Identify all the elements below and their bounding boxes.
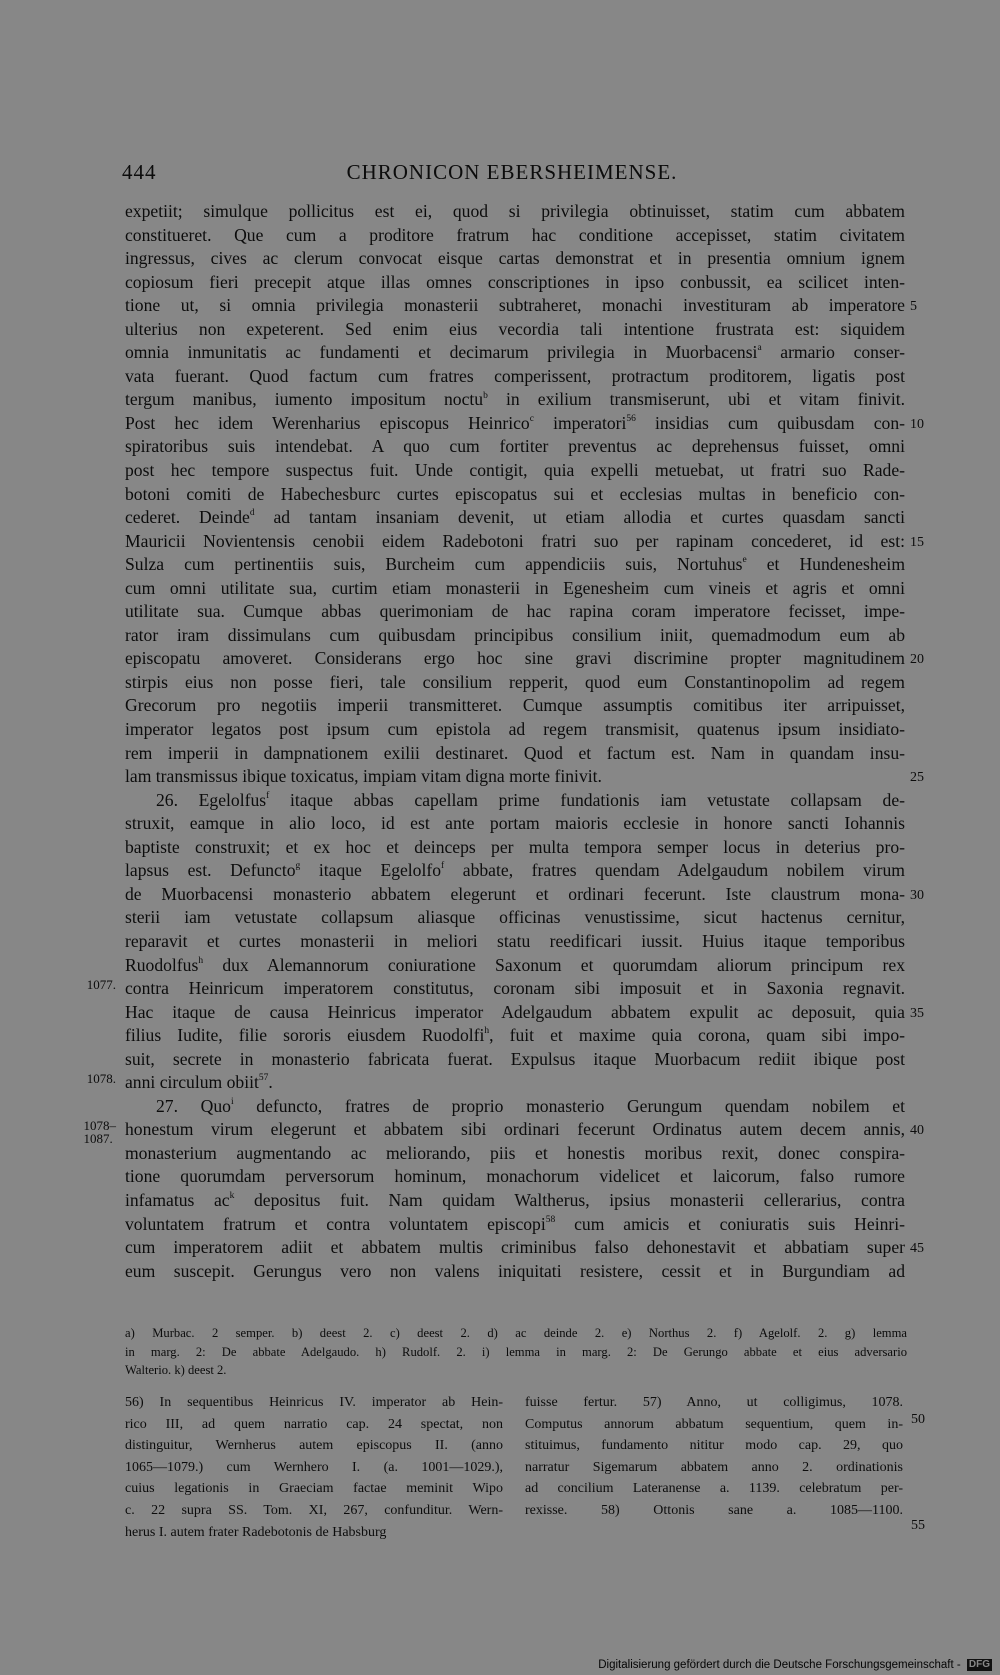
text-segment: botoni comiti de Habechesburc curtes episcopatus sui et ecclesias multas in beneficio con- xyxy=(125,483,905,504)
commentary-line: narratur Sigemarum abbatem anno 2. ordinationis xyxy=(525,1459,903,1475)
text-segment: struxit, eamque in alio loco, id est ante portam maioris ecclesie in honore sancti Iohannis xyxy=(125,813,905,834)
line-number: 30 xyxy=(910,887,924,903)
footnote-marker: h xyxy=(198,955,204,966)
text-line-content xyxy=(125,766,602,786)
text-line xyxy=(125,954,905,978)
text-segment: tione quorumdam perversorum hominum, monachorum videlicet et laicorum, falso rumore xyxy=(125,1166,905,1187)
text-line xyxy=(125,318,905,342)
text-line xyxy=(125,836,905,860)
text-line-content xyxy=(125,1190,905,1210)
margin-year xyxy=(84,1119,117,1145)
text-segment: constitueret. Que cum a proditore fratrum hac conditione accepisset, statim civitatem xyxy=(125,224,905,245)
text-line xyxy=(125,765,924,789)
text-line xyxy=(86,1071,905,1095)
text-segment: Hac itaque de causa Heinricus imperator Adelgaudum abbatem expulit ac deposuit, quia xyxy=(125,1001,905,1022)
text-segment: . xyxy=(268,1072,273,1093)
text-segment: stirpis eius non posse fieri, tale consilium repperit, quod eum Constantinopolim ad regem xyxy=(125,671,905,692)
text-segment: lapsus est. Defuncto xyxy=(125,860,296,881)
text-line-content xyxy=(125,625,905,645)
page-number: 444 xyxy=(122,160,157,184)
text-line-content xyxy=(125,295,905,315)
text-line-content xyxy=(125,884,905,904)
commentary-line: c. 22 supra SS. Tom. XI, 267, confunditur. Wern- xyxy=(125,1502,503,1518)
text-line-content xyxy=(125,1049,905,1069)
text-line-content xyxy=(125,837,905,857)
text-segment: omnia inmunitatis ac fundamenti et decimarum privilegia in Muorbacensi xyxy=(125,342,758,363)
text-segment: Post hec idem Werenharius episcopus Heinrico xyxy=(125,412,530,433)
commentary-line: 1065—1079.) cum Wernhero I. (a. 1001—1029.), xyxy=(125,1459,503,1475)
text-line-content xyxy=(125,743,905,763)
commentary-line: cuius legationis in Graeciam factae meminit Wipo xyxy=(125,1481,503,1497)
commentary-line: fuisse fertur. 57) Anno, ut colligimus, 1078. xyxy=(525,1395,903,1410)
apparatus-line: a) Murbac. 2 semper. b) deest 2. c) deest 2. d) ac deinde 2. e) Northus 2. f) Agelolf. 2. g) lemma xyxy=(125,1326,907,1340)
text-line xyxy=(125,577,905,601)
text-line xyxy=(125,1142,905,1166)
text-line-content xyxy=(125,978,905,998)
text-line xyxy=(125,341,905,365)
line-number: 40 xyxy=(910,1123,924,1139)
text-segment: ulterius non expeterent. Sed enim eius vecordia tali intentione frustrata est: siquidem xyxy=(125,318,905,339)
text-segment: filius Iudite, filie sororis eiusdem Ruodolfi xyxy=(125,1025,485,1046)
text-line-content xyxy=(125,554,905,574)
text-line xyxy=(125,200,905,224)
text-segment: itaque abbas capellam prime fundationis iam vetustate collapsam de- xyxy=(269,789,905,810)
running-title: CHRONICON EBERSHEIMENSE. xyxy=(346,160,678,184)
text-segment: defuncto, fratres de proprio monasterio Gerungum quendam nobilem et xyxy=(233,1095,905,1116)
text-line xyxy=(125,812,905,836)
text-line-content xyxy=(125,272,905,292)
footnote-marker: g xyxy=(295,861,301,872)
text-line-content xyxy=(125,955,905,975)
text-segment: cederet. Deinde xyxy=(125,507,250,528)
text-segment: rem imperii in dampnationem exilii destinaret. Quod et factum est. Nam in quandam insu- xyxy=(125,742,905,763)
text-line xyxy=(125,1001,924,1025)
text-line-content xyxy=(125,460,905,480)
footnote-marker: 58 xyxy=(545,1214,556,1225)
text-line-content xyxy=(156,790,905,810)
text-segment: insidias cum quibusdam con- xyxy=(635,412,905,433)
footnote-marker: b xyxy=(483,390,488,401)
text-line xyxy=(125,1260,905,1284)
text-line-content xyxy=(125,601,905,621)
footnote-marker: f xyxy=(266,790,270,801)
margin-year xyxy=(87,1072,116,1085)
text-line xyxy=(86,977,905,1001)
text-segment: lam transmissus ibique toxicatus, impiam vitam digna morte finivit. xyxy=(125,766,602,787)
text-segment: utilitate sua. Cumque abbas querimoniam de hac rapina coram imperatore fecisset, impe- xyxy=(125,601,905,622)
text-line-content xyxy=(125,1166,905,1186)
text-segment: Mauricii Novientensis cenobii eidem Radebotoni fratri suo per rapinam concederet, id est: xyxy=(125,530,905,551)
margin-year-text: 1078. xyxy=(86,1071,116,1087)
text-segment: abbate, fratres quendam Adelgaudum nobilem virum xyxy=(444,860,905,881)
text-line-content xyxy=(125,1072,273,1092)
text-line xyxy=(125,435,905,459)
text-line xyxy=(125,930,905,954)
line-number: 35 xyxy=(910,1005,924,1021)
margin-year-text: 1078– xyxy=(83,1118,116,1134)
text-line-content xyxy=(125,201,905,221)
text-line xyxy=(125,365,905,389)
text-segment: vata fuerant. Quod factum cum fratres comperissent, protractum proditorem, ligatis post xyxy=(125,365,905,386)
text-line-content xyxy=(125,1214,905,1234)
text-segment: et Hundenesheim xyxy=(746,554,906,575)
text-line-content xyxy=(125,719,905,739)
text-segment: cum omni utilitate sua, curtim etiam monasterii in Egenesheim cum vineis et agris et omni xyxy=(125,577,905,598)
critical-apparatus xyxy=(125,1324,907,1380)
commentary-right-column xyxy=(525,1392,903,1522)
text-line xyxy=(125,483,905,507)
footnote-marker: 56 xyxy=(626,414,636,425)
text-segment: anni circulum obiit xyxy=(125,1072,259,1093)
text-segment: copiosum fieri precepit atque illas omnes conscriptiones in ipso conbussit, ea scilicet inten- xyxy=(125,271,905,292)
commentary-line: rico III, ad quem narratio cap. 24 spectat, non xyxy=(125,1416,503,1432)
text-segment: honestum virum elegerunt et abbatem sibi ordinari fecerunt Ordinatus autem decem annis, xyxy=(125,1119,905,1140)
text-segment: , fuit et maxime quia corona, quam sibi impo- xyxy=(489,1025,905,1046)
text-line xyxy=(125,1048,905,1072)
text-line-content xyxy=(125,531,905,551)
text-line xyxy=(125,1165,905,1189)
commentary-line: stituimus, fundamento nititur modo cap. 29, quo xyxy=(525,1438,903,1454)
text-segment: imperatori xyxy=(533,412,627,433)
text-segment: baptiste construxit; et ex hoc et deinceps per multa tempora semper locus in deterius pro- xyxy=(125,836,905,857)
commentary-line: Computus annorum abbatum sequentium, quem in- xyxy=(525,1416,903,1432)
line-number: 45 xyxy=(910,1241,924,1257)
dfg-logo: DFG xyxy=(968,1658,990,1670)
footnote-marker: 57 xyxy=(258,1073,269,1084)
apparatus-line: in marg. 2: De abbate Adelgaudo. h) Rudolf. 2. i) lemma in marg. 2: De Gerungo abbate et eius adversario xyxy=(125,1344,907,1359)
footnote-marker: h xyxy=(484,1026,490,1037)
margin-year-text: 1077. xyxy=(86,977,116,993)
text-line xyxy=(125,694,905,718)
text-line xyxy=(125,600,905,624)
text-line xyxy=(83,1118,924,1147)
commentary-line-number: 55 xyxy=(911,1518,925,1533)
text-line xyxy=(125,624,905,648)
text-line xyxy=(125,671,905,695)
text-line xyxy=(125,247,905,271)
text-line-content xyxy=(125,319,905,339)
text-segment: rator iram dissimulans cum quibusdam principibus consilium iniit, quemadmodum eum ab xyxy=(125,624,905,645)
text-line-content xyxy=(125,931,905,951)
commentary-line-number: 50 xyxy=(911,1412,925,1427)
commentary-line: rexisse. 58) Ottonis sane a. 1085—1100. xyxy=(525,1502,903,1518)
text-line-content xyxy=(125,1237,905,1257)
text-segment: 27. Quo xyxy=(156,1095,231,1116)
text-line-content xyxy=(125,672,905,692)
text-segment: in exilium transmiserunt, ubi et vitam finivit. xyxy=(487,389,905,410)
text-segment: monasterium augmentando ac meliorando, piis et honestis moribus rexit, donec conspira- xyxy=(125,1142,905,1163)
footnote-marker: d xyxy=(249,508,255,519)
text-line xyxy=(125,294,917,318)
commentary-line: herus I. autem frater Radebotonis de Habsburg xyxy=(125,1524,387,1540)
footnote-marker: i xyxy=(230,1096,234,1107)
footnote-marker: f xyxy=(441,861,445,872)
footnote-marker: a xyxy=(757,343,762,354)
line-number: 5 xyxy=(910,299,917,315)
text-segment: ad tantam insaniam devenit, ut etiam allodia et curtes quasdam sancti xyxy=(254,507,905,528)
margin-year-text: 1087. xyxy=(83,1131,113,1147)
text-line-content xyxy=(125,578,905,598)
text-line xyxy=(125,1095,905,1119)
text-segment: expetiit; simulque pollicitus est ei, quod si privilegia obtinuisset, statim cum abbatem xyxy=(125,201,905,221)
footnote-marker: c xyxy=(529,414,534,425)
text-segment: armario conser- xyxy=(761,342,905,363)
commentary-line: 56) In sequentibus Heinricus IV. imperator ab Hein- xyxy=(125,1395,503,1410)
text-line-content xyxy=(125,695,905,715)
text-segment: imperator legatos post ipsum cum epistola ad regem transmisit, quatenus ipsum insidiato- xyxy=(125,719,905,740)
text-segment: Sulza cum pertinentiis suis, Burcheim cum appendiciis suis, Nortuhus xyxy=(125,554,743,575)
text-line-content xyxy=(125,366,905,386)
text-segment: Ruodolfus xyxy=(125,954,199,975)
footer xyxy=(598,1659,992,1671)
text-line-content xyxy=(125,225,905,245)
text-line xyxy=(125,906,905,930)
text-line xyxy=(125,883,924,907)
margin-year xyxy=(87,978,116,991)
text-line xyxy=(125,742,905,766)
commentary-line: distinguitur, Wernherus autem episcopus II. (anno xyxy=(125,1438,503,1454)
commentary-line: ad concilium Lateranense a. 1139. celebratum per- xyxy=(525,1481,903,1497)
text-line-content xyxy=(125,1119,905,1139)
text-line-content xyxy=(125,1002,905,1022)
text-line xyxy=(125,412,924,436)
text-line xyxy=(125,647,924,671)
text-line-content xyxy=(125,436,905,456)
text-line-content xyxy=(125,813,905,833)
text-segment: voluntatem fratrum et contra voluntatem episcopi xyxy=(125,1213,546,1234)
text-line-content xyxy=(125,248,905,268)
text-segment: suit, secrete in monasterio fabricata fuerat. Expulsus itaque Muorbacum rediit ibique post xyxy=(125,1048,905,1069)
text-line xyxy=(125,1213,905,1237)
line-number: 15 xyxy=(910,534,924,550)
text-segment: post hec tempore suspectus fuit. Unde contigit, quia expelli metuebat, ut fratri suo Rade- xyxy=(125,460,905,481)
line-number: 20 xyxy=(910,652,924,668)
main-text xyxy=(83,200,924,1283)
text-line-content xyxy=(125,1025,905,1045)
footnote-marker: k xyxy=(229,1191,235,1202)
text-segment: 26. Egelolfus xyxy=(156,789,267,810)
text-line-content xyxy=(125,1261,905,1281)
text-segment: ingressus, cives ac clerum convocat eisque cartas demonstrat et in presentia omnium ignem xyxy=(125,248,905,269)
text-line xyxy=(125,530,924,554)
text-line xyxy=(125,506,905,530)
text-segment: depositus fuit. Nam quidam Waltherus, ipsius monasterii cellerarius, contra xyxy=(234,1189,905,1210)
text-segment: dux Alemannorum coniuratione Saxonum et quorumdam aliorum principum rex xyxy=(203,954,905,975)
text-line xyxy=(125,271,905,295)
line-number: 10 xyxy=(910,416,924,432)
footer-text: Digitalisierung gefördert durch die Deutsche Forschungsgemeinschaft xyxy=(598,1659,954,1671)
separator: - xyxy=(956,1659,964,1671)
text-line-content xyxy=(125,860,905,880)
line-number: 25 xyxy=(910,770,924,786)
text-segment: contra Heinricum imperatorem constitutus, coronam sibi imposuit et in Saxonia regnavit. xyxy=(125,978,905,999)
text-line xyxy=(125,459,905,483)
text-line-content xyxy=(125,907,905,927)
text-segment: tergum manibus, iumento impositum noctu xyxy=(125,389,484,410)
text-segment: cum amicis et coniuratis suis Heinri- xyxy=(555,1213,905,1234)
text-segment: cum imperatorem adiit et abbatem multis criminibus falso dehonestavit et abbatiam super xyxy=(125,1237,905,1258)
text-line-content xyxy=(125,413,905,433)
text-line-content xyxy=(125,507,905,527)
text-line-content xyxy=(125,648,905,668)
text-line xyxy=(125,859,905,883)
text-line-content xyxy=(156,1096,905,1116)
page-header xyxy=(122,160,902,192)
text-line-content xyxy=(125,1143,905,1163)
text-line-content xyxy=(125,342,905,362)
text-line xyxy=(125,388,905,412)
text-line xyxy=(125,1024,905,1048)
apparatus-line: Walterio. k) deest 2. xyxy=(125,1363,227,1378)
text-segment: tione ut, si omnia privilegia monasterii subtraheret, monachi investituram ab imperatore xyxy=(125,295,905,316)
text-line xyxy=(125,789,905,813)
text-segment: eum suscepit. Gerungus vero non valens iniquitati resistere, cessit et in Burgundiam ad xyxy=(125,1260,905,1281)
text-segment: de Muorbacensi monasterio abbatem elegerunt et ordinari fecerunt. Iste claustrum mona- xyxy=(125,883,905,904)
footnote-marker: e xyxy=(742,555,747,566)
text-segment: infamatus ac xyxy=(125,1189,230,1210)
text-segment: sterii iam vetustate collapsum aliasque officinas venustissime, sicut hactenus cernitur, xyxy=(125,907,905,928)
text-line-content xyxy=(125,389,905,409)
text-line xyxy=(125,1189,905,1213)
text-line xyxy=(125,224,905,248)
text-line xyxy=(125,553,905,577)
text-segment: episcopatu amoveret. Considerans ergo hoc sine gravi discrimine propter magnitudinem xyxy=(125,648,905,669)
text-segment: Grecorum pro negotiis imperii transmitteret. Cumque assumptis comitibus iter arripuisset, xyxy=(125,695,905,716)
text-segment: itaque Egelolfo xyxy=(300,860,442,881)
text-segment: spiratoribus suis intendebat. A quo cum fortiter preventus ac deprehensus fuisset, omni xyxy=(125,436,905,457)
text-line xyxy=(125,718,905,742)
text-line-content xyxy=(125,484,905,504)
text-line xyxy=(125,1236,924,1260)
commentary-left-column xyxy=(125,1392,503,1543)
text-segment: reparavit et curtes monasterii in meliori statu reedificari iussit. Huius itaque temporibus xyxy=(125,930,905,951)
